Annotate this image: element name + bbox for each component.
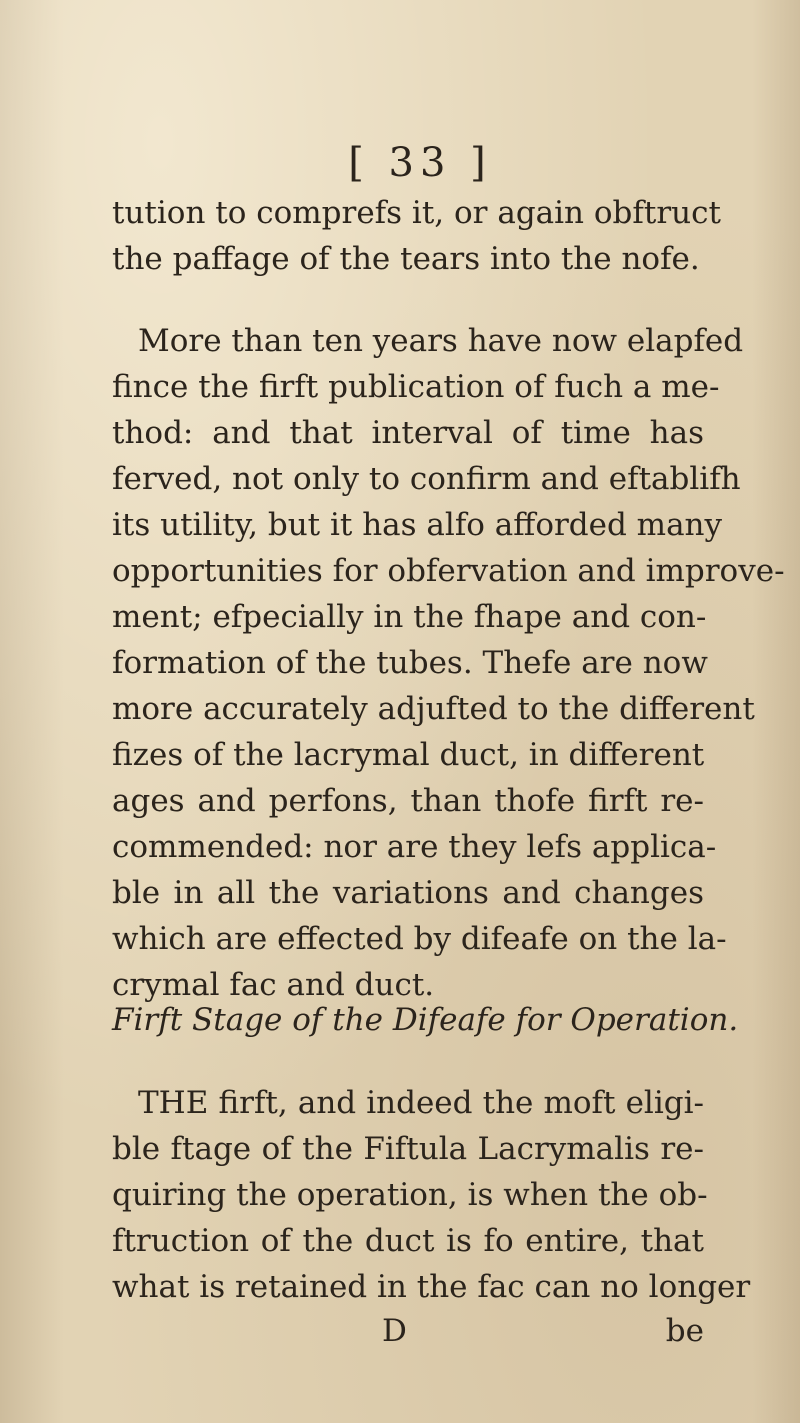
paragraph-3 [112,1080,751,1310]
text-line: THE firft, and indeed the moft eligi- [138,1085,704,1121]
text-line: fizes of the lacrymal duct, in different [112,737,705,773]
text-line: fince the firft publication of fuch a me- [112,369,720,405]
text-line: quiring the operation, is when the ob- [112,1177,708,1213]
page-footer [112,1313,704,1359]
page-number-header: [ 33 ] [348,140,492,186]
text-line: opportunities for obfervation and improve- [112,553,785,589]
text-line: the paffage of the tears into the nofe. [112,241,700,277]
signature-mark: D [382,1313,407,1349]
paragraph-1 [112,190,721,282]
paragraph-2 [112,318,785,1008]
text-line: which are effected by difeafe on the la- [112,921,727,957]
text-line: more accurately adjufted to the different [112,691,755,727]
section-heading: Firft Stage of the Difeafe for Operation. [112,1002,739,1038]
text-line: its utility, but it has alfo afforded many [112,507,723,543]
text-line: More than ten years have now elapfed [138,323,744,359]
text-line: thod: and that interval of time has [112,415,704,451]
text-line: ages and perfons, than thofe firft re- [112,783,704,819]
text-line: tution to comprefs it, or again obftruct [112,195,721,231]
text-line: ble ftage of the Fiftula Lacrymalis re- [112,1131,704,1167]
text-line: ment; efpecially in the fhape and con- [112,599,707,635]
text-line: crymal fac and duct. [112,967,435,1003]
text-line: formation of the tubes. Thefe are now [112,645,708,681]
text-line: what is retained in the fac can no longer [112,1269,751,1305]
text-line: ferved, not only to confirm and eftablifh [112,461,741,497]
catchword: be [665,1313,704,1349]
text-line: ftruction of the duct is fo entire, that [112,1223,704,1259]
text-line: commended: nor are they lefs applica- [112,829,717,865]
text-line: ble in all the variations and changes [112,875,704,911]
